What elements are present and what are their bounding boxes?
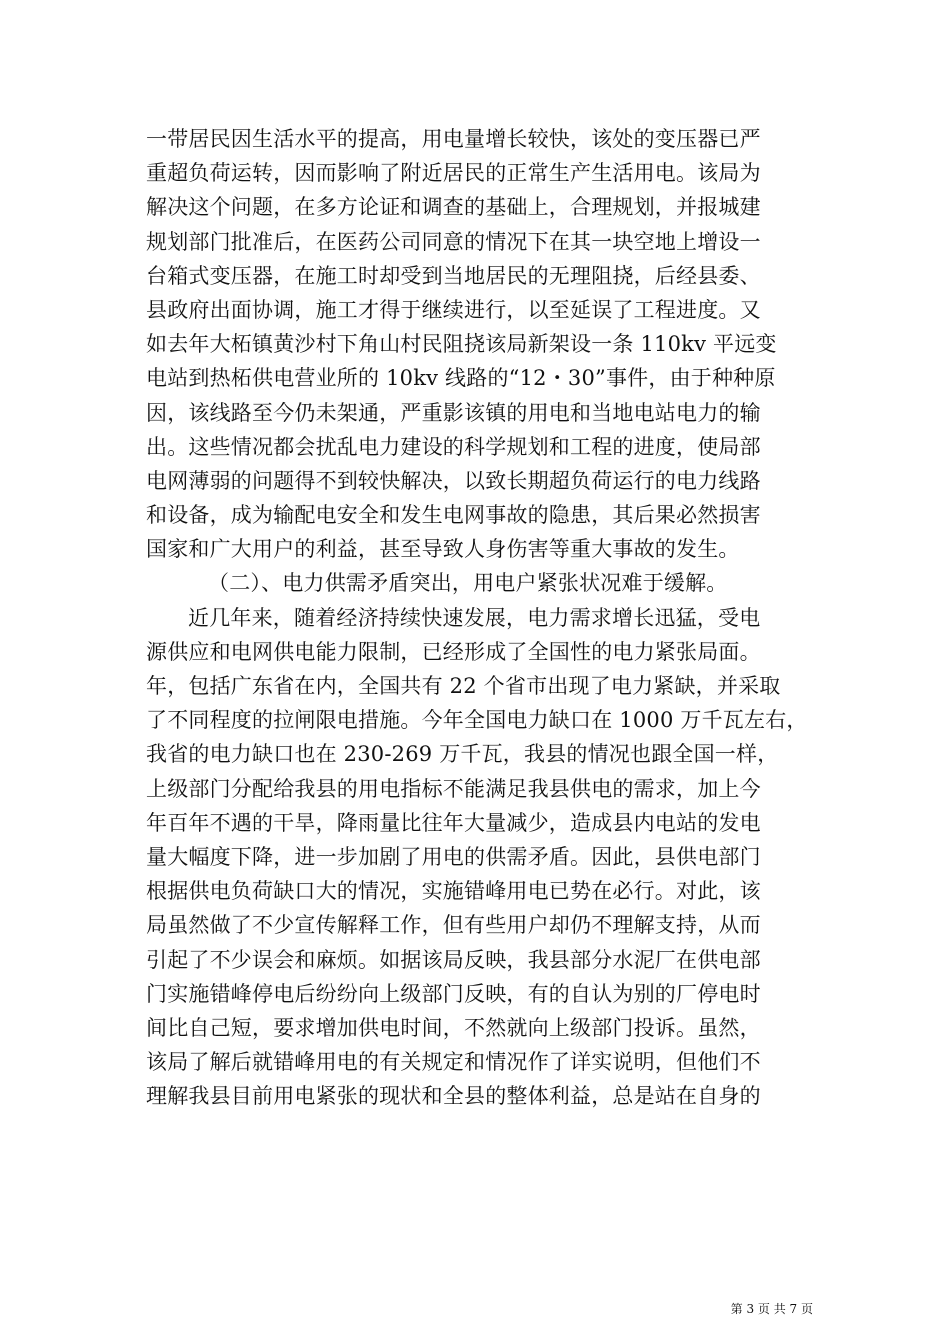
text-line: 如去年大柘镇黄沙村下角山村民阻挠该局新架设一条 110kv 平远变	[146, 332, 777, 357]
text-line: 根据供电负荷缺口大的情况，实施错峰用电已势在必行。对此，该	[146, 879, 761, 904]
text-line: 规划部门批准后，在医药公司同意的情况下在其一块空地上增设一	[146, 229, 761, 254]
body-text	[146, 122, 808, 1113]
text-line: 出。这些情况都会扰乱电力建设的科学规划和工程的进度，使局部	[146, 434, 761, 459]
text-line: 重超负荷运转，因而影响了附近居民的正常生产生活用电。该局为	[146, 161, 761, 186]
text-line: 县政府出面协调，施工才得于继续进行，以至延误了工程进度。又	[146, 297, 761, 322]
text-line: 了不同程度的拉闸限电措施。今年全国电力缺口在 1000 万千瓦左右，	[146, 708, 808, 733]
text-line: 门实施错峰停电后纷纷向上级部门反映，有的自认为别的厂停电时	[146, 981, 761, 1006]
text-line: 电站到热柘供电营业所的 10kv 线路的“12・30”事件，由于种种原	[146, 366, 776, 391]
text-line: 近几年来，随着经济持续快速发展，电力需求增长迅猛，受电	[188, 605, 761, 630]
text-line: 量大幅度下降，进一步加剧了用电的供需矛盾。因此，县供电部门	[146, 844, 761, 869]
page-number-footer: 第 3 页 共 7 页	[730, 1302, 813, 1316]
text-line: 理解我县目前用电紧张的现状和全县的整体利益，总是站在自身的	[146, 1084, 761, 1109]
section-heading: （二）、电力供需矛盾突出，用电户紧张状况难于缓解。	[208, 571, 728, 596]
text-line: 年，包括广东省在内，全国共有 22 个省市出现了电力紧缺，并采取	[146, 674, 781, 698]
text-line: 引起了不少误会和麻烦。如据该局反映，我县部分水泥厂在供电部	[146, 947, 761, 972]
text-line: 解决这个问题，在多方论证和调查的基础上，合理规划，并报城建	[146, 195, 761, 220]
text-line: 年百年不遇的干旱，降雨量比往年大量减少，造成县内电站的发电	[146, 810, 761, 835]
text-line: 和设备，成为输配电安全和发生电网事故的隐患，其后果必然损害	[146, 503, 761, 528]
text-line: 国家和广大用户的利益，甚至导致人身伤害等重大事故的发生。	[146, 537, 740, 562]
text-line: 电网薄弱的问题得不到较快解决，以致长期超负荷运行的电力线路	[146, 468, 761, 493]
text-line: 一带居民因生活水平的提高，用电量增长较快，该处的变压器已严	[146, 127, 761, 151]
text-line: 上级部门分配给我县的用电指标不能满足我县供电的需求，加上今	[146, 776, 761, 801]
text-line: 局虽然做了不少宣传解释工作，但有些用户却仍不理解支持，从而	[146, 913, 761, 938]
text-line: 因，该线路至今仍未架通，严重影该镇的用电和当地电站电力的输	[146, 400, 761, 425]
text-line: 台箱式变压器，在施工时却受到当地居民的无理阻挠，后经县委、	[146, 263, 761, 288]
text-line: 间比自己短，要求增加供电时间，不然就向上级部门投诉。虽然，	[146, 1015, 761, 1040]
text-line: 我省的电力缺口也在 230-269 万千瓦，我县的情况也跟全国一样，	[146, 742, 779, 767]
text-line: 该局了解后就错峰用电的有关规定和情况作了详实说明，但他们不	[146, 1050, 761, 1075]
text-line: 源供应和电网供电能力限制，已经形成了全国性的电力紧张局面。	[146, 639, 761, 664]
